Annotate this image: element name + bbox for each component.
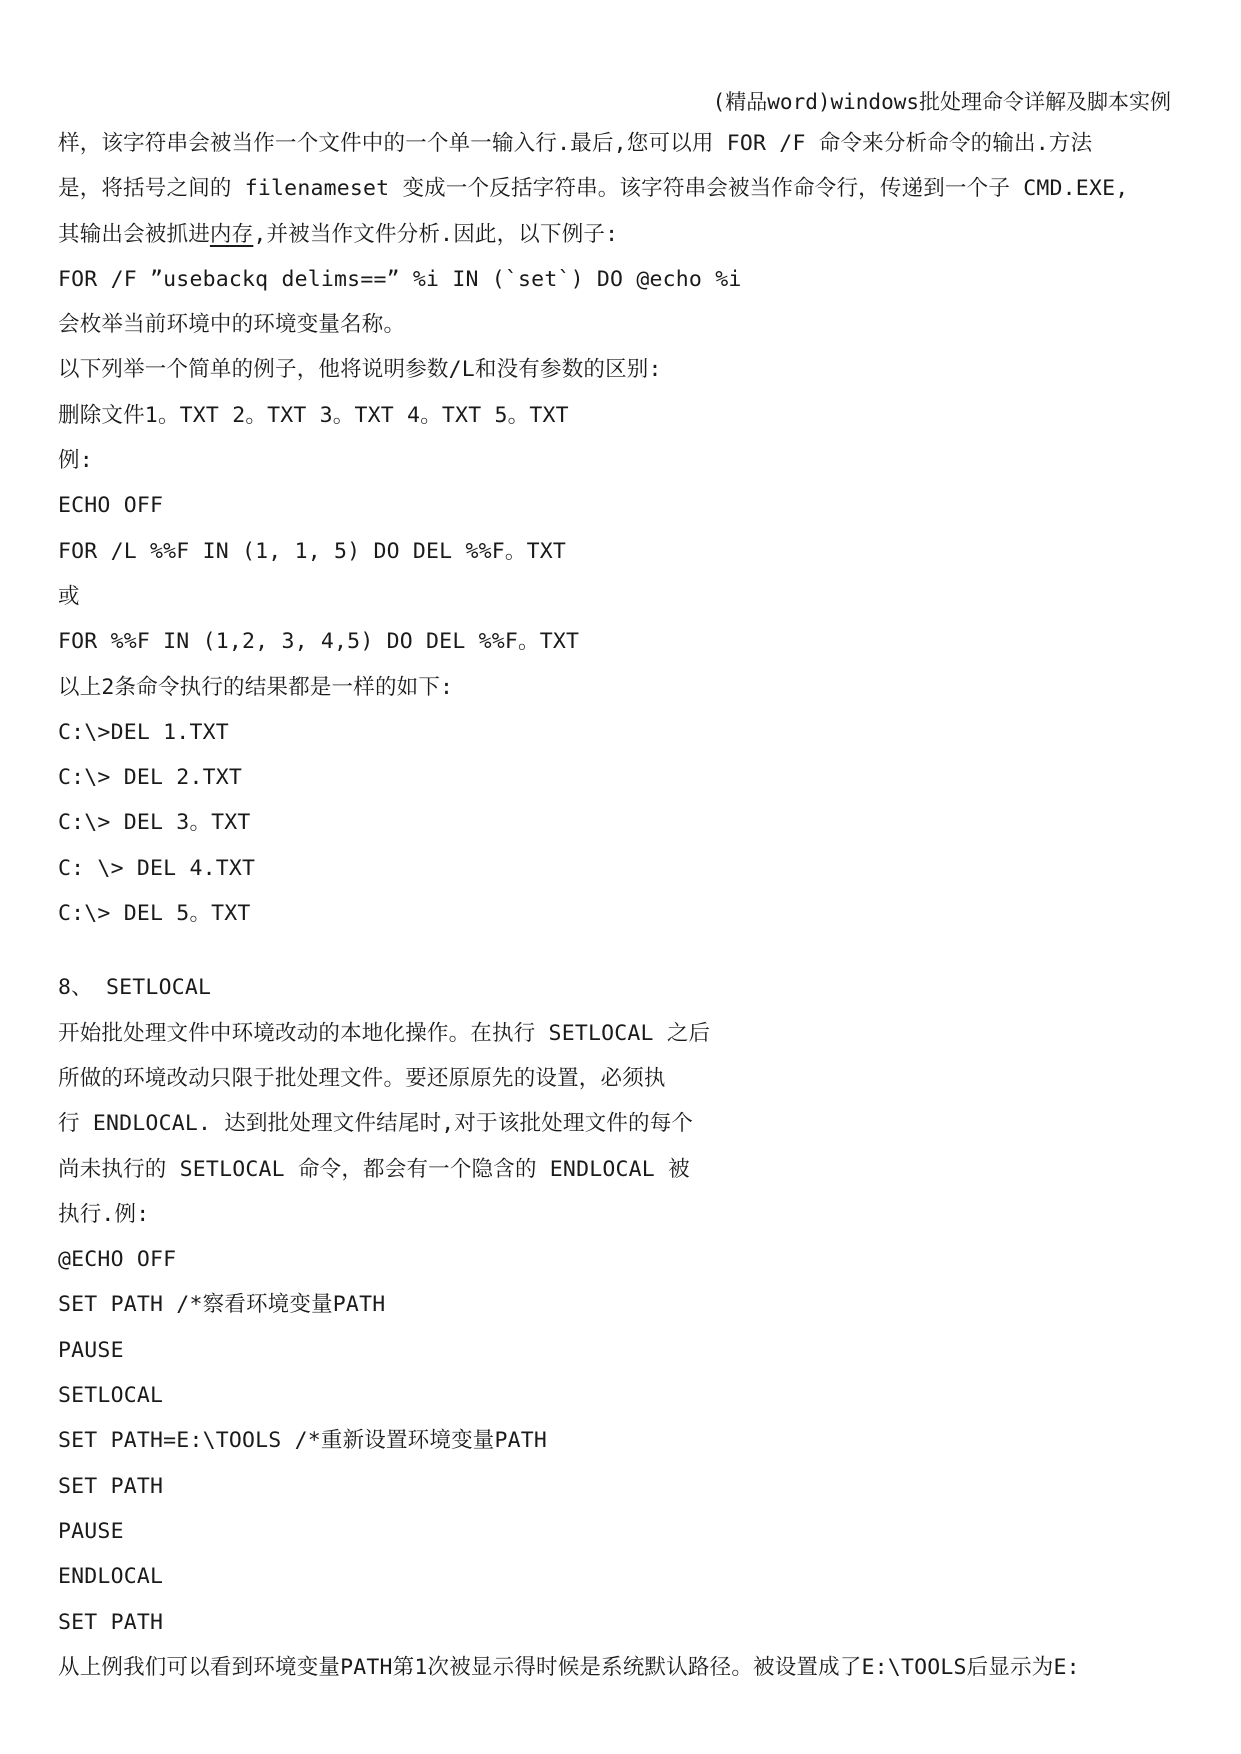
- text-line: SET PATH: [58, 1609, 164, 1635]
- text-line: 会枚举当前环境中的环境变量名称。: [58, 312, 406, 338]
- text-line: 删除文件1。TXT 2。TXT 3。TXT 4。TXT 5。TXT: [58, 402, 569, 428]
- text-line: 尚未执行的 SETLOCAL 命令，都会有一个隐含的 ENDLOCAL 被: [58, 1156, 690, 1182]
- text-line: 或: [58, 583, 80, 609]
- text-line: ENDLOCAL: [58, 1564, 164, 1590]
- text-line: 是，将括号之间的 filenameset 变成一个反括字符串。该字符串会被当作命令行，传递到一个子 CMD.EXE,: [58, 176, 1129, 202]
- text-line: C:\>DEL 1.TXT: [58, 719, 229, 745]
- text-segment: 其输出会被抓进: [58, 221, 210, 247]
- underlined-term: 内存: [209, 221, 254, 247]
- text-line: 从上例我们可以看到环境变量PATH第1次被显示得时候是系统默认路径。被设置成了E:\TOOLS后显示为E:: [58, 1654, 1080, 1680]
- text-line: C: \> DEL 4.TXT: [58, 855, 256, 881]
- text-line: SET PATH=E:\TOOLS /*重新设置环境变量PATH: [58, 1428, 548, 1454]
- text-line: SET PATH: [58, 1473, 164, 1499]
- text-line: 以上2条命令执行的结果都是一样的如下:: [58, 674, 454, 700]
- text-line: FOR /F ”usebackq delims==” %i IN (`set`) DO @echo %i: [58, 266, 742, 292]
- page-header: (精品word)windows批处理命令详解及脚本实例: [712, 90, 1171, 114]
- document-body: [58, 121, 1183, 1690]
- text-line: 8、 SETLOCAL: [58, 975, 212, 1001]
- text-line: 开始批处理文件中环境改动的本地化操作。在执行 SETLOCAL 之后: [58, 1020, 711, 1046]
- text-line: @ECHO OFF: [58, 1247, 177, 1273]
- text-line: SETLOCAL: [58, 1383, 164, 1409]
- text-line: C:\> DEL 3。TXT: [58, 810, 251, 836]
- text-line: 行 ENDLOCAL. 达到批处理文件结尾时,对于该批处理文件的每个: [58, 1111, 694, 1137]
- text-line: C:\> DEL 2.TXT: [58, 765, 243, 791]
- text-line: [58, 212, 1183, 257]
- blank-line: [58, 936, 1183, 965]
- text-line: PAUSE: [58, 1337, 124, 1363]
- text-line: 以下列举一个简单的例子，他将说明参数/L和没有参数的区别:: [58, 357, 662, 383]
- text-line: 执行.例:: [58, 1201, 150, 1227]
- text-line: C:\> DEL 5。TXT: [58, 901, 251, 927]
- text-line: FOR /L %%F IN (1, 1, 5) DO DEL %%F。TXT: [58, 538, 567, 564]
- text-line: FOR %%F IN (1,2, 3, 4,5) DO DEL %%F。TXT: [58, 629, 580, 655]
- text-line: 所做的环境改动只限于批处理文件。要还原原先的设置，必须执: [58, 1065, 666, 1091]
- text-line: SET PATH /*察看环境变量PATH: [58, 1292, 386, 1318]
- text-segment: ,并被当作文件分析.因此，以下例子:: [253, 221, 619, 247]
- text-line: 例:: [58, 448, 93, 474]
- text-line: ECHO OFF: [58, 493, 164, 519]
- text-line: 样，该字符串会被当作一个文件中的一个单一输入行.最后,您可以用 FOR /F 命令来分析命令的输出.方法: [58, 131, 1093, 156]
- text-line: PAUSE: [58, 1518, 124, 1544]
